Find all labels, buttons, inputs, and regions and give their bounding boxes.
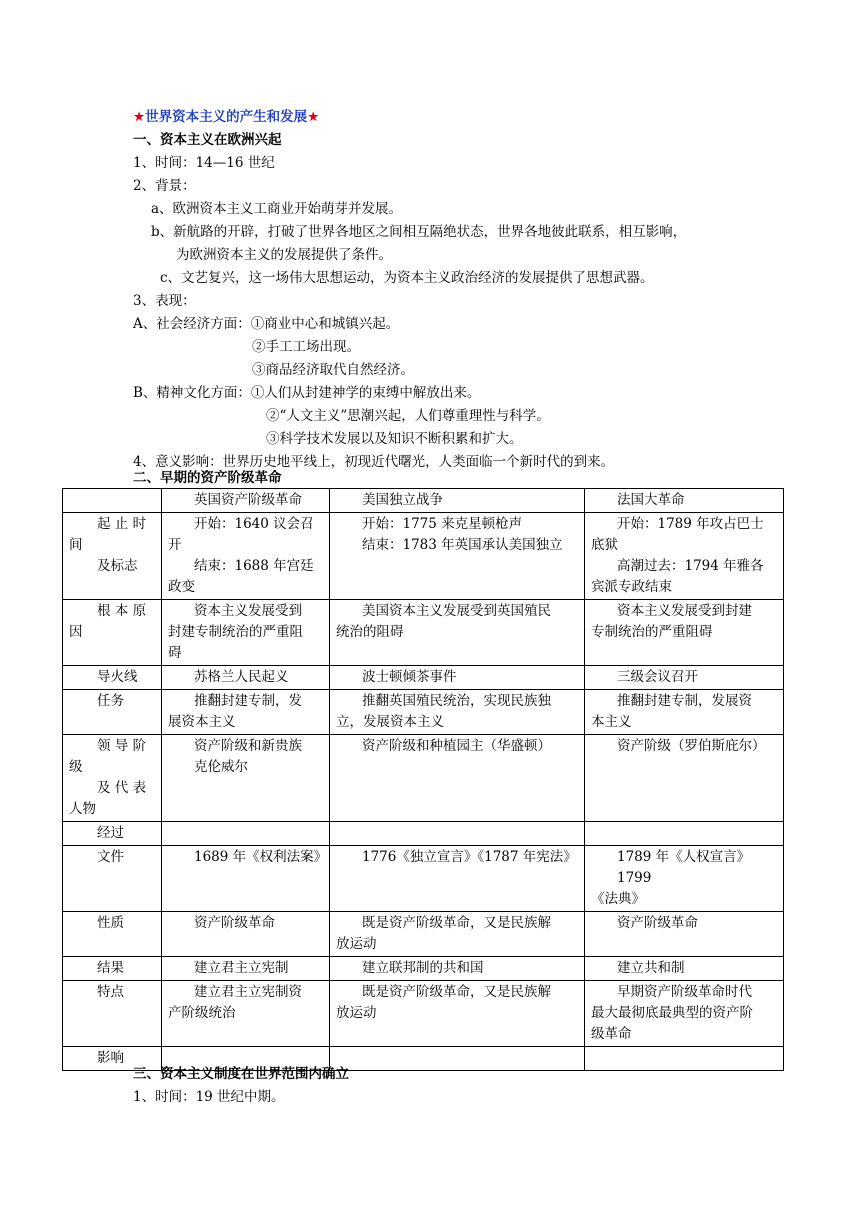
cell-england-feature (162, 981, 330, 1047)
cell-line: 宾派专政结束 (591, 579, 672, 595)
cell-line: 资产阶级革命 (617, 915, 698, 931)
cell-line: 放运动 (336, 936, 377, 952)
section1-bg-b1: b、新航路的开辟，打破了世界各地区之间相互隔绝状态，世界各地彼此联系，相互影响， (151, 224, 687, 240)
cell-line: 1789 年《人权宣言》1799 (617, 849, 751, 886)
section1-bg-a: a、欧洲资本主义工商业开始萌芽并发展。 (151, 201, 403, 217)
row-label-process (63, 822, 162, 846)
table-header-cell (63, 489, 162, 513)
label-line: 间 (69, 537, 83, 553)
cell-england-doc (162, 846, 330, 912)
document-title (133, 107, 319, 127)
star-icon: ★ (133, 109, 146, 125)
cell-england-leader (162, 735, 330, 822)
cell-line: 美国资本主义发展受到英国殖民 (362, 603, 551, 619)
label-line: 级 (69, 759, 83, 775)
cell-england-task (162, 690, 330, 735)
section1-perf-b3: ③科学技术发展以及知识不断积累和扩大。 (266, 431, 523, 447)
table-header-cell (330, 489, 585, 513)
section1-perf-b2: ②“人文主义”思潮兴起，人们尊重理性与科学。 (266, 408, 550, 424)
label-line: 领 导 阶 (97, 738, 147, 754)
cell-england-fuse (162, 666, 330, 690)
cell-usa-doc (330, 846, 585, 912)
header-england: 英国资产阶级革命 (194, 492, 302, 508)
cell-france-process (585, 822, 784, 846)
cell-france-result (585, 957, 784, 981)
cell-france-start (585, 513, 784, 600)
table-row (63, 690, 784, 735)
cell-line: 碍 (168, 645, 182, 661)
cell-line: 波士顿倾茶事件 (362, 669, 457, 685)
cell-line: 级革命 (591, 1026, 632, 1042)
row-label-start (63, 513, 162, 600)
cell-line: 开始：1789 年攻占巴士 (617, 516, 764, 532)
row-label-leader (63, 735, 162, 822)
section1-perf-a2: ②手工工场出现。 (252, 339, 360, 355)
cell-france-nature (585, 912, 784, 957)
section1-time: 1、时间：14—16 世纪 (133, 155, 275, 171)
cell-line: 推翻封建专制，发展资 (617, 693, 752, 709)
table-header-row (63, 489, 784, 513)
cell-line: 既是资产阶级革命，又是民族解 (362, 915, 551, 931)
cell-line: 资产阶级和种植园主（华盛顿） (362, 738, 551, 754)
cell-france-leader (585, 735, 784, 822)
table-header-cell (162, 489, 330, 513)
label-line: 经过 (97, 825, 124, 841)
row-label-nature (63, 912, 162, 957)
cell-line: 最大最彻底最典型的资产阶 (591, 1005, 753, 1021)
cell-line: 开 (168, 537, 182, 553)
cell-line: 放运动 (336, 1005, 377, 1021)
table-header-cell (585, 489, 784, 513)
cell-usa-leader (330, 735, 585, 822)
revolution-table (62, 488, 784, 1071)
cell-line: 1689 年《权利法案》 (194, 849, 328, 865)
cell-line: 既是资产阶级革命，又是民族解 (362, 984, 551, 1000)
cell-line: 资产阶级和新贵族 (194, 738, 302, 754)
cell-line: 资产阶级（罗伯斯庇尔） (617, 738, 766, 754)
cell-usa-task (330, 690, 585, 735)
cell-line: 建立联邦制的共和国 (362, 960, 484, 976)
label-line: 人物 (69, 801, 96, 817)
label-line: 及标志 (97, 558, 138, 574)
label-line: 起 止 时 (97, 516, 147, 532)
cell-line: 产阶级统治 (168, 1005, 236, 1021)
table-row (63, 666, 784, 690)
row-label-fuse (63, 666, 162, 690)
cell-usa-cause (330, 600, 585, 666)
cell-france-impact (585, 1047, 784, 1071)
table-row (63, 846, 784, 912)
section1-heading: 一、资本主义在欧洲兴起 (133, 132, 282, 148)
cell-usa-fuse (330, 666, 585, 690)
row-label-doc (63, 846, 162, 912)
cell-line: 统治的阻碍 (336, 624, 404, 640)
cell-line: 开始：1640 议会召 (194, 516, 314, 532)
row-label-task (63, 690, 162, 735)
section1-bg-c: c、文艺复兴，这一场伟大思想运动，为资本主义政治经济的发展提供了思想武器。 (160, 270, 654, 286)
section1-perf-b1: B、精神文化方面：①人们从封建神学的束缚中解放出来。 (133, 385, 481, 401)
section1-perf-a1: A、社会经济方面：①商业中心和城镇兴起。 (133, 316, 400, 332)
cell-line: 结束：1783 年英国承认美国独立 (362, 537, 563, 553)
table-row (63, 957, 784, 981)
cell-england-process (162, 822, 330, 846)
cell-line: 早期资产阶级革命时代 (617, 984, 752, 1000)
table-row (63, 912, 784, 957)
section2-heading: 二、早期的资产阶级革命 (133, 470, 282, 486)
star-icon: ★ (307, 109, 320, 125)
section3-time: 1、时间：19 世纪中期。 (133, 1089, 285, 1105)
table-row (63, 822, 784, 846)
cell-france-cause (585, 600, 784, 666)
cell-line: 开始：1775 来克星顿枪声 (362, 516, 523, 532)
cell-usa-start (330, 513, 585, 600)
cell-usa-result (330, 957, 585, 981)
cell-line: 推翻英国殖民统治，实现民族独 (362, 693, 551, 709)
label-line: 结果 (97, 960, 124, 976)
cell-line: 资本主义发展受到 (194, 603, 302, 619)
cell-line: 政变 (168, 579, 195, 595)
cell-france-fuse (585, 666, 784, 690)
table-row (63, 600, 784, 666)
cell-france-task (585, 690, 784, 735)
cell-line: 资本主义发展受到封建 (617, 603, 752, 619)
cell-line: 本主义 (591, 714, 632, 730)
cell-line: 建立君主立宪制资 (194, 984, 302, 1000)
cell-line: 建立君主立宪制 (194, 960, 289, 976)
row-label-result (63, 957, 162, 981)
section1-meaning: 4、意义影响：世界历史地平线上，初现近代曙光，人类面临一个新时代的到来。 (133, 454, 615, 470)
table-row (63, 513, 784, 600)
cell-line: 推翻封建专制，发 (194, 693, 302, 709)
section1-perf-a3: ③商品经济取代自然经济。 (252, 362, 414, 378)
cell-line: 三级会议召开 (617, 669, 698, 685)
cell-england-nature (162, 912, 330, 957)
cell-line: 结束：1688 年宫廷 (194, 558, 314, 574)
cell-line: 建立共和制 (617, 960, 685, 976)
label-line: 特点 (97, 984, 124, 1000)
cell-england-result (162, 957, 330, 981)
cell-line: 苏格兰人民起义 (194, 669, 289, 685)
cell-france-feature (585, 981, 784, 1047)
cell-line: 封建专制统治的严重阻 (168, 624, 303, 640)
header-usa: 美国独立战争 (362, 492, 443, 508)
section1-perf-label: 3、表现： (133, 293, 196, 309)
label-line: 及 代 表 (97, 780, 147, 796)
cell-line: 高潮过去：1794 年雅各 (617, 558, 764, 574)
cell-usa-process (330, 822, 585, 846)
cell-line: 立，发展资本主义 (336, 714, 444, 730)
cell-line: 1776《独立宣言》《1787 年宪法》 (362, 849, 577, 865)
label-line: 任务 (97, 693, 124, 709)
cell-line: 底狱 (591, 537, 618, 553)
row-label-cause (63, 600, 162, 666)
section1-bg-label: 2、背景： (133, 178, 196, 194)
cell-usa-nature (330, 912, 585, 957)
cell-line: 克伦威尔 (194, 759, 248, 775)
cell-england-cause (162, 600, 330, 666)
label-line: 根 本 原 (97, 603, 147, 619)
cell-england-start (162, 513, 330, 600)
label-line: 影响 (97, 1050, 124, 1066)
title-text: 世界资本主义的产生和发展 (145, 109, 308, 125)
table-row (63, 735, 784, 822)
section3-heading: 三、资本主义制度在世界范围内确立 (133, 1066, 349, 1082)
cell-line: 专制统治的严重阻碍 (591, 624, 713, 640)
cell-line: 《法典》 (591, 891, 645, 907)
label-line: 性质 (97, 915, 124, 931)
label-line: 导火线 (97, 669, 138, 685)
cell-line: 资产阶级革命 (194, 915, 275, 931)
header-france: 法国大革命 (617, 492, 685, 508)
table-row (63, 981, 784, 1047)
cell-france-doc (585, 846, 784, 912)
cell-usa-impact (330, 1047, 585, 1071)
label-line: 文件 (97, 849, 124, 865)
row-label-feature (63, 981, 162, 1047)
label-line: 因 (69, 624, 83, 640)
cell-usa-feature (330, 981, 585, 1047)
section1-bg-b2: 为欧洲资本主义的发展提供了条件。 (176, 247, 392, 263)
cell-line: 展资本主义 (168, 714, 236, 730)
